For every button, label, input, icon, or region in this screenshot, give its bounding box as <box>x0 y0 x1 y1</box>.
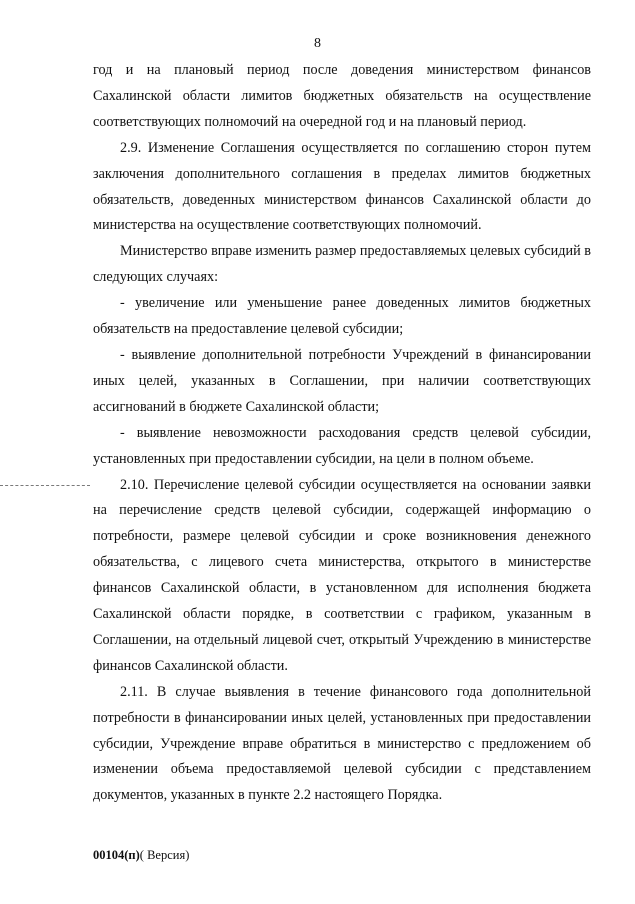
paragraph-2-10: 2.10. Перечисление целевой субсидии осуществляется на основании заявки на перечисление средств целевой субсидии, содержащей информацию о потребности, размере целевой субсидии и сроке возникновения денежного обязательства, с лицевого счета министерства, открытого в министерстве финансов Сахалинской области, в установленном для исполнения бюджета Сахалинской области порядке, в соответствии с графиком, указанным в Соглашении, на отдельный лицевой счет, открытый Учреждению в министерстве финансов Сахалинской области. <box>93 476 591 674</box>
scan-artifact-line <box>0 485 90 487</box>
document-code: 00104(п) <box>93 848 140 862</box>
list-item-limits: - увеличение или уменьшение ранее доведенных лимитов бюджетных обязательств на предоставление целевой субсидии; <box>93 295 591 338</box>
document-footer <box>93 848 189 863</box>
list-item-impossibility: - выявление невозможности расходования средств целевой субсидии, установленных при предоставлении субсидии, на цели в полном объеме. <box>93 424 591 467</box>
list-item-additional-need: - выявление дополнительной потребности Учреждений в финансировании иных целей, указанных в Соглашении, при наличии соответствующих ассигнований в бюджете Сахалинской области; <box>93 346 591 415</box>
paragraph-2-11: 2.11. В случае выявления в течение финансового года дополнительной потребности в финансировании иных целей, установленных при предоставлении субсидии, Учреждение вправе обратиться в министерство с предложением об изменении объема предоставляемой целевой субсидии с представлением документов, указанных в пункте 2.2 настоящего Порядка. <box>93 683 591 804</box>
paragraph-2-9: 2.9. Изменение Соглашения осуществляется по соглашению сторон путем заключения дополнительного соглашения в пределах лимитов бюджетных обязательств, доведенных министерством финансов Сахалинской области до министерства на осуществление соответствующих полномочий. <box>93 139 591 234</box>
page-number: 8 <box>314 36 321 51</box>
document-version: ( Версия) <box>139 848 190 862</box>
document-body <box>93 58 591 809</box>
paragraph-change-cases: Министерство вправе изменить размер предоставляемых целевых субсидий в следующих случаях: <box>93 243 591 286</box>
paragraph-continuation: год и на плановый период после доведения министерством финансов Сахалинской области лимитов бюджетных обязательств на осуществление соответствующих полномочий на очередной год и на плановый период. <box>93 62 591 130</box>
